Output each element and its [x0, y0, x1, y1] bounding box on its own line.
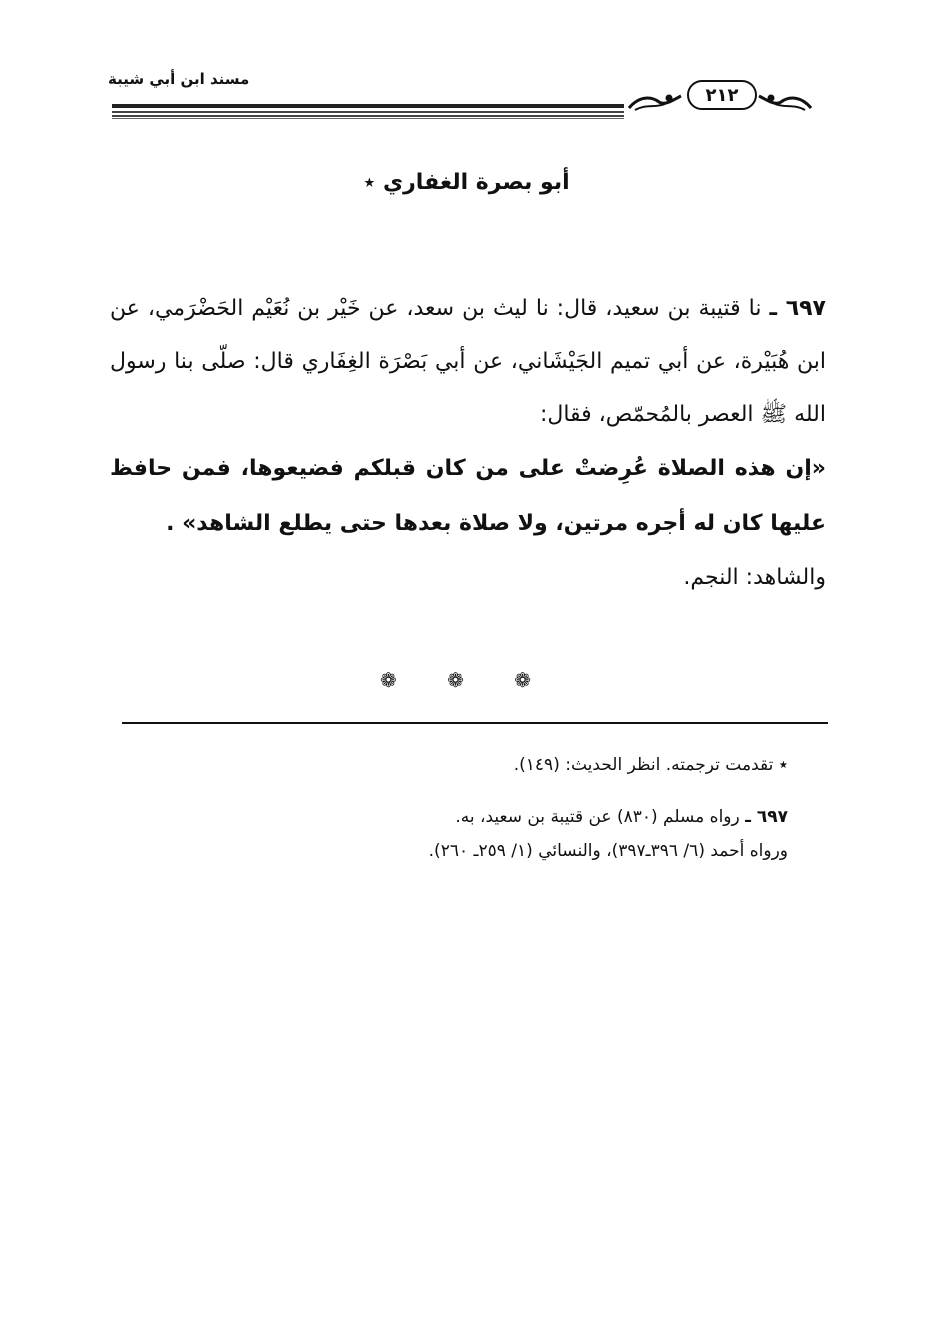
- page-number: ٢١٢: [687, 80, 757, 110]
- hadith-isnad: نا قتيبة بن سعيد، قال: نا ليث بن سعد، عن خَيْر بن نُعَيْم الحَضْرَمي، عن ابن هُبَيْرة، عن أبي تميم الجَيْشَاني، عن أبي بَصْرَة الغِفَاري قال: صلّى بنا رسول الله ﷺ العصر بالمُحمّص، فقال:: [110, 296, 826, 427]
- footnote-source-ahmad-nasai: ورواه أحمد (٦/ ٣٩٦ـ٣٩٧)، والنسائي (١/ ٢٥٩ـ ٢٦٠).: [428, 841, 788, 861]
- footnote-source-muslim: رواه مسلم (٨٣٠) عن قتيبة بن سعيد، به.: [455, 807, 740, 827]
- running-title: مسند ابن أبي شيبة: [108, 70, 250, 88]
- section-heading: أبو بصرة الغفاري ٭: [363, 170, 570, 195]
- footnote-hadith-697: [110, 800, 788, 834]
- hadith-number: ٦٩٧ ـ: [769, 296, 826, 321]
- footnote-biography: ٭ تقدمت ترجمته. انظر الحديث: (١٤٩).: [513, 755, 788, 775]
- section-separator: ❁ ❁ ❁: [380, 668, 553, 692]
- hadith-isnad-paragraph: [110, 282, 826, 441]
- page-number-ornament: [625, 78, 815, 118]
- footnote-divider: [122, 722, 828, 724]
- hadith-gloss: والشاهد: النجم.: [683, 565, 826, 590]
- main-text: [110, 282, 826, 604]
- header-rule: [112, 104, 624, 120]
- hadith-matn: «إن هذه الصلاة عُرِضتْ على من كان قبلكم فضيعوها، فمن حافظ عليها كان له أجره مرتين، ولا صلاة بعدها حتى يطلع الشاهد» .: [110, 456, 826, 536]
- footnote-number: ٦٩٧ ـ: [745, 807, 788, 827]
- footnotes: [110, 748, 788, 868]
